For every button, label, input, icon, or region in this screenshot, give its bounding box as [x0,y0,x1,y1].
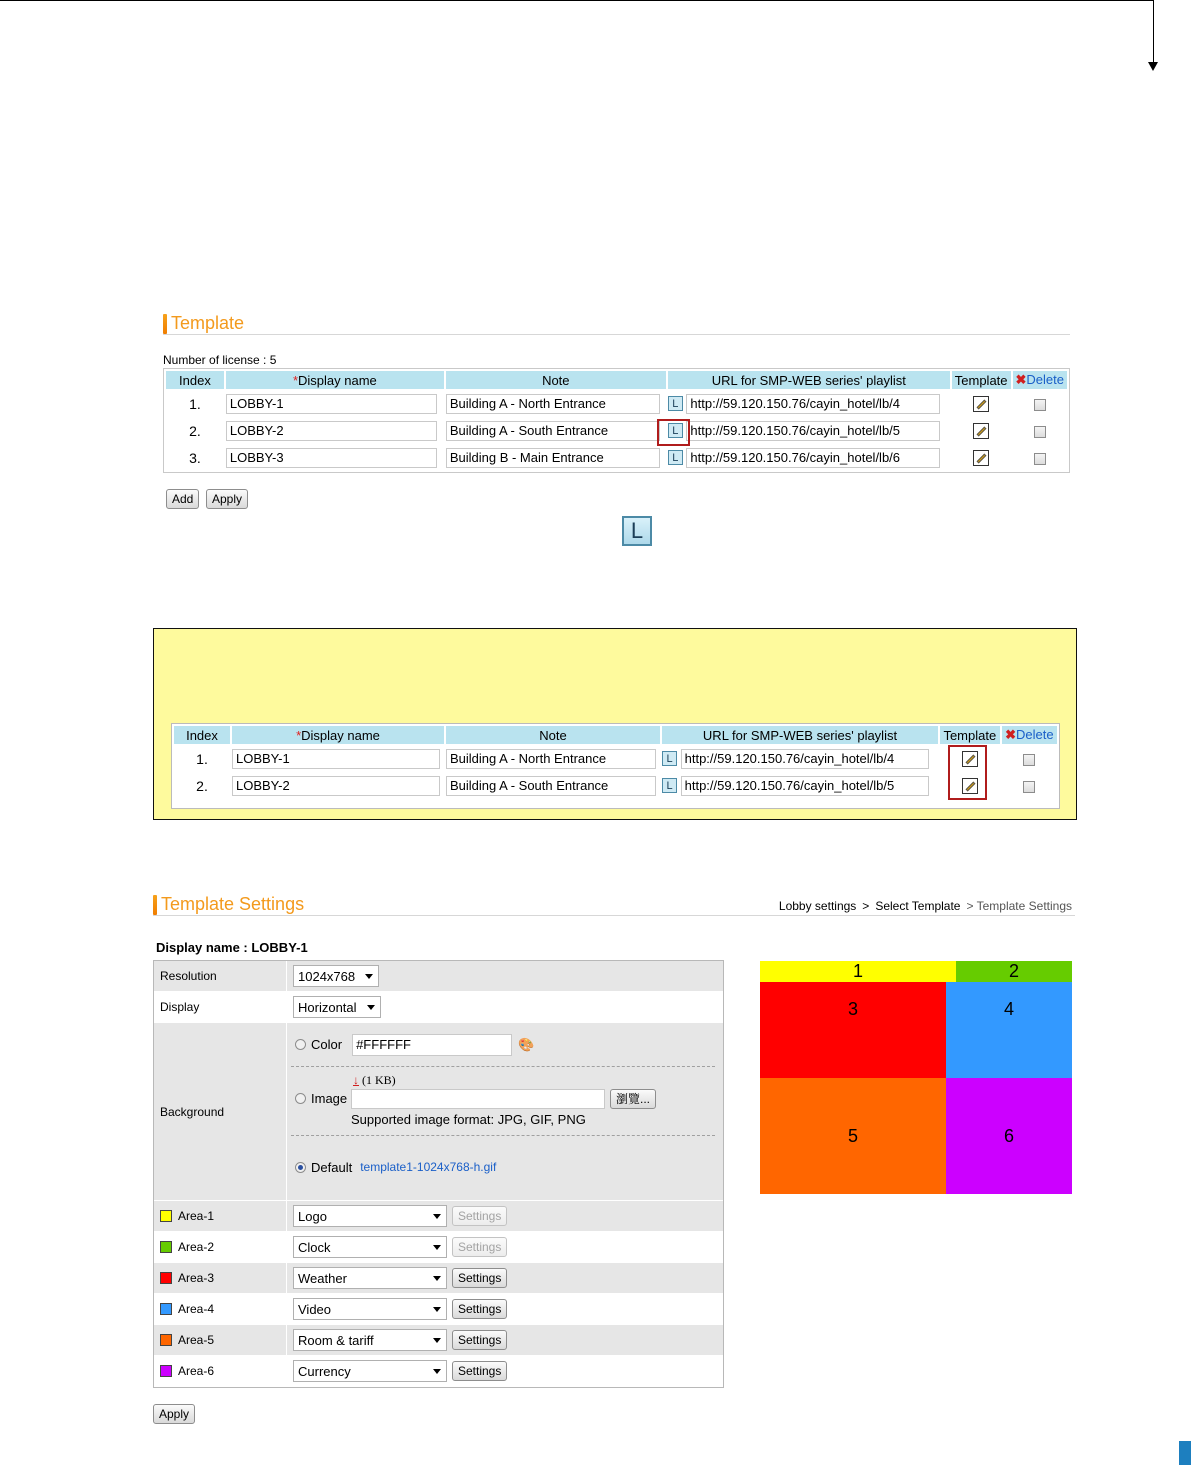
image-radio[interactable] [295,1093,306,1104]
license-table-wrapper [163,368,1070,473]
area-label-cell [154,1294,286,1324]
zone-1: 1 [760,961,956,982]
url-input[interactable]: http://59.120.150.76/cayin_hotel/lb/5 [686,421,940,441]
area-select[interactable] [293,1267,447,1289]
breadcrumb-lobby-settings[interactable]: Lobby settings [778,899,857,913]
delete-cell [1013,445,1067,470]
area-settings-button[interactable]: Settings [452,1361,507,1381]
area-value-cell [286,1356,723,1386]
section-divider [153,915,1075,916]
required-marker: * [292,372,298,388]
area-settings-button[interactable]: Settings [452,1299,507,1319]
col-url: URL for SMP-WEB series' playlist [668,371,950,389]
area-select[interactable] [293,1360,447,1382]
image-option [295,1091,347,1106]
display-label: Display [154,992,286,1022]
area-label: Area-3 [178,1271,215,1285]
area-color-swatch [160,1210,172,1222]
breadcrumb [776,899,1075,913]
area-row [154,1356,723,1387]
image-file-input[interactable] [351,1089,605,1109]
color-option-label: Color [311,1037,343,1052]
section-bar-icon [163,314,167,334]
edit-template-icon[interactable] [973,396,989,412]
area-color-swatch [160,1334,172,1346]
default-file-link[interactable]: template1-1024x768-h.gif [360,1160,497,1174]
zone-4-label: 4 [1003,999,1014,1019]
area-value-cell [286,1294,723,1324]
url-cell [662,773,938,798]
callout-table [172,724,1059,800]
url-input[interactable]: http://59.120.150.76/cayin_hotel/lb/4 [681,749,929,769]
area-select[interactable] [293,1205,447,1227]
display-name-input[interactable]: LOBBY-3 [226,448,437,468]
note-cell [446,773,660,798]
breadcrumb-select-template[interactable]: Select Template [875,899,961,913]
zone-5 [760,1078,946,1194]
note-cell [446,746,660,771]
link-button[interactable]: L [662,751,677,766]
col-index: Index [166,371,224,389]
area-settings-button[interactable]: Settings [452,1330,507,1350]
area-label-cell [154,1356,286,1386]
chevron-down-icon [433,1276,441,1281]
required-marker: * [296,727,302,743]
settings-apply-button[interactable]: Apply [153,1404,195,1424]
template-cell [952,445,1011,470]
area-select[interactable] [293,1329,447,1351]
edit-template-icon[interactable] [973,450,989,466]
area-selected: Video [298,1301,332,1317]
section-header-template [163,313,244,334]
default-option-row [287,1136,723,1198]
template-cell [952,391,1011,416]
url-cell [668,418,950,443]
col-template: Template [952,371,1011,389]
area-settings-button[interactable]: Settings [452,1268,507,1288]
resolution-select[interactable] [293,965,379,987]
delete-cell [1013,391,1067,416]
color-option-row [287,1023,723,1066]
area-settings-button: Settings [452,1206,507,1226]
note-input[interactable]: Building A - South Entrance [446,776,656,796]
zone-6 [946,1078,1072,1194]
delete-link[interactable]: Delete [1026,372,1064,387]
col-index: Index [174,726,230,744]
add-button[interactable]: Add [166,489,199,509]
note-cell [446,445,666,470]
section-bar-icon [153,895,157,915]
area-row [154,1201,723,1232]
link-button-enlarged: L [622,516,652,546]
col-display-name [226,371,444,389]
chevron-down-icon [433,1245,441,1250]
area-selected: Logo [298,1208,327,1224]
area-label: Area-1 [178,1209,215,1223]
callout-box [153,628,1077,820]
license-table-header [166,371,1067,389]
url-cell [668,445,950,470]
area-row [154,1294,723,1325]
zone-2: 2 [956,961,1072,982]
color-input[interactable]: #FFFFFF [352,1034,512,1056]
display-name-input[interactable]: LOBBY-2 [226,421,437,441]
display-name-cell [226,445,444,470]
link-button[interactable]: L [662,778,677,793]
note-input[interactable]: Building A - North Entrance [446,749,656,769]
zone-5-label: 5 [847,1126,858,1146]
delete-x-icon: ✖ [1005,727,1016,742]
background-label: Background [154,1023,286,1200]
url-input[interactable]: http://59.120.150.76/cayin_hotel/lb/4 [686,394,940,414]
row-index: 1. [189,395,201,412]
section-title: Template [171,313,245,333]
delete-checkbox[interactable] [1034,399,1046,411]
zone-4 [946,982,1072,1078]
chevron-down-icon [433,1307,441,1312]
col-display-name-label: Display name [298,372,377,388]
area-label-cell [154,1232,286,1262]
table-row [174,773,1057,798]
zone-3 [760,982,946,1078]
row-index: 2. [189,422,201,439]
col-display-name [232,726,444,744]
display-name-input[interactable]: LOBBY-1 [226,394,437,414]
delete-cell [1002,746,1057,771]
note-cell [446,418,666,443]
chevron-down-icon [365,974,373,979]
delete-checkbox[interactable] [1034,453,1046,465]
area-color-swatch [160,1241,172,1253]
col-note: Note [446,726,660,744]
chevron-down-icon [433,1338,441,1343]
table-row [166,445,1067,470]
col-note: Note [446,371,666,389]
license-table [164,369,1069,472]
supported-formats: Supported image format: JPG, GIF, PNG [351,1112,586,1127]
note-input[interactable]: Building B - Main Entrance [446,448,660,468]
area-row [154,1325,723,1356]
url-cell [662,746,938,771]
area-label: Area-5 [178,1333,215,1347]
page-marker [1179,1441,1191,1465]
display-name-heading: Display name : LOBBY-1 [156,940,308,955]
background-options [286,1023,723,1200]
color-radio[interactable] [295,1039,306,1050]
download-icon[interactable]: ↓ [353,1073,359,1087]
display-name-input[interactable]: LOBBY-1 [232,749,440,769]
area-color-swatch [160,1272,172,1284]
col-display-name-label: Display name [301,727,380,743]
callout-table-wrapper [171,723,1060,809]
area-label: Area-6 [178,1364,215,1378]
area-selected: Currency [298,1363,351,1379]
highlight-box [948,745,987,800]
section-header-template-settings [153,894,304,915]
area-settings-button: Settings [452,1237,507,1257]
area-value-cell [286,1325,723,1355]
breadcrumb-current: > Template Settings [966,899,1072,913]
url-input[interactable]: http://59.120.150.76/cayin_hotel/lb/5 [681,776,929,796]
table-row [166,391,1067,416]
display-name-input[interactable]: LOBBY-2 [232,776,440,796]
link-button[interactable]: L [668,423,683,438]
license-count: Number of license : 5 [163,353,277,367]
highlight-box [657,419,690,446]
zone-3-label: 3 [847,999,858,1019]
image-size-info [353,1073,396,1088]
area-value-cell [286,1263,723,1293]
area-label-cell [154,1201,286,1231]
row-index: 2. [196,777,208,794]
resolution-row [154,961,723,992]
display-name-cell [226,391,444,416]
area-selected: Weather [298,1270,347,1286]
section-title: Template Settings [161,894,305,914]
template-cell [952,418,1011,443]
url-input[interactable]: http://59.120.150.76/cayin_hotel/lb/6 [686,448,940,468]
note-cell [446,391,666,416]
display-select[interactable] [293,996,381,1018]
delete-checkbox[interactable] [1023,781,1035,793]
display-name-cell [232,773,444,798]
section-divider [163,334,1070,335]
col-delete[interactable] [1013,371,1067,389]
chevron-down-icon [433,1214,441,1219]
url-cell [668,391,950,416]
chevron-down-icon [367,1005,375,1010]
settings-table [153,960,724,1388]
area-label-cell [154,1263,286,1293]
area-selected: Room & tariff [298,1332,374,1348]
col-url: URL for SMP-WEB series' playlist [662,726,938,744]
palette-icon[interactable]: 🎨 [518,1036,535,1052]
area-select[interactable] [293,1236,447,1258]
row-index: 1. [196,750,208,767]
row-index: 3. [189,449,201,466]
area-label: Area-2 [178,1240,215,1254]
area-row [154,1263,723,1294]
note-input[interactable]: Building A - North Entrance [446,394,660,414]
delete-checkbox[interactable] [1034,426,1046,438]
display-name-cell [232,746,444,771]
chevron-down-icon [433,1369,441,1374]
area-value-cell [286,1201,723,1231]
display-value-cell [286,992,723,1022]
license-actions [166,489,248,509]
display-name-cell [226,418,444,443]
delete-cell [1013,418,1067,443]
default-option-label: Default [311,1159,353,1175]
note-input[interactable]: Building A - South Entrance [446,421,660,441]
resolution-value-cell [286,961,723,991]
area-color-swatch [160,1365,172,1377]
area-row [154,1232,723,1263]
default-radio[interactable] [295,1162,306,1173]
callout-table-header [174,726,1057,744]
table-row [174,746,1057,771]
col-delete[interactable] [1002,726,1057,744]
apply-button[interactable]: Apply [206,489,248,509]
area-select[interactable] [293,1298,447,1320]
background-row [154,1023,723,1201]
edit-template-icon[interactable] [973,423,989,439]
arrow-down-icon [1148,62,1158,71]
image-option-label: Image [311,1091,348,1106]
delete-cell [1002,773,1057,798]
area-label: Area-4 [178,1302,215,1316]
link-button[interactable]: L [668,450,683,465]
col-template: Template [940,726,1000,744]
area-selected: Clock [298,1239,331,1255]
display-selected: Horizontal [298,999,357,1015]
template-layout-preview [760,961,1072,1194]
delete-link[interactable]: Delete [1015,727,1054,742]
browse-button[interactable]: 瀏覽... [610,1089,656,1109]
image-size: (1 KB) [362,1073,396,1087]
display-row [154,992,723,1023]
area-color-swatch [160,1303,172,1315]
breadcrumb-separator: > [862,899,870,913]
link-button[interactable]: L [668,396,683,411]
connector-line [0,0,1154,1]
resolution-label: Resolution [154,961,286,991]
table-row [166,418,1067,443]
resolution-selected: 1024x768 [298,968,356,984]
area-label-cell [154,1325,286,1355]
area-value-cell [286,1232,723,1262]
connector-line-vertical [1153,0,1154,64]
delete-x-icon: ✖ [1015,372,1027,387]
zone-6-label: 6 [1003,1126,1014,1146]
delete-checkbox[interactable] [1023,754,1035,766]
image-option-row [287,1067,723,1135]
